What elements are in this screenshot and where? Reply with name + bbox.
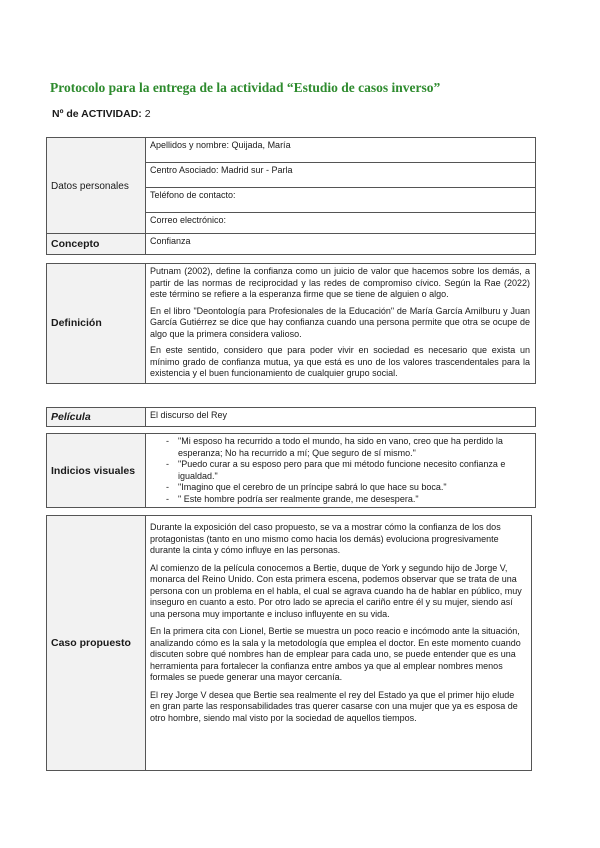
proposed-case-text [146,516,532,771]
activity-number-value: 2 [144,108,151,120]
case-paragraph: En la primera cita con Lionel, Bertie se muestra un poco reacio e incómodo ante la situación, analizando cómo es la sala y la metodología que emplea el doctor. En este momento cuando discuten sobre qué nombres han de emplear para cada uno, se puede entender que es una herramienta para fortalecer la confianza entre ambos ya que al emplear nombres menos formales se puede generar una mayor cercanía. [150,626,521,683]
activity-number [52,108,151,120]
definition-table [46,263,536,384]
definition-paragraph: En el libro "Deontología para Profesionales de la Educación" de María García Amilburu y Juan García Gutiérrez se dice que hay confianza cuando una persona permite que otra se ocupe de algo que la primera considera valioso. [150,305,530,339]
activity-number-label: Nº de ACTIVIDAD: [52,108,142,120]
quote-item: - "Puedo curar a su esposo pero para que mi método funcione necesito confianza e igualdad." [178,459,530,482]
proposed-case-label: Caso propuesto [47,516,146,771]
personal-data-table [46,137,536,235]
document-title: Protocolo para la entrega de la actividad “Estudio de casos inverso” [50,80,441,95]
concept-value: Confianza [146,234,536,255]
phone-field: Teléfono de contacto: [146,188,536,213]
quote-item: - "Mi esposo ha recurrido a todo el mundo, ha sido en vano, creo que ha perdido la esperanza; No ha recurrido a mí; Que seguro de sí mismo." [178,436,530,459]
definition-label: Definición [47,264,146,384]
definition-paragraph: En este sentido, considero que para poder vivir en sociedad es necesario que exista un mínimo grado de confianza mutua, ya que está es uno de los valores trascendentales para la existencia y el buen funcionamiento de cualquier grupo social. [150,345,530,379]
quote-item: - " Este hombre podría ser realmente grande, me desespera." [178,494,530,506]
visual-cues-label: Indicios visuales [47,434,146,508]
proposed-case-table [46,515,532,771]
case-paragraph: Durante la exposición del caso propuesto, se va a mostrar cómo la confianza de los dos protagonistas (tanto en uno mismo como hacia los demás) evoluciona progresivamente durante la cinta y cómo influye en las personas. [150,522,501,556]
definition-paragraph: Putnam (2002), define la confianza como un juicio de valor que hacemos sobre los demás, a partir de las normas de reciprocidad y las redes de compromiso cívico. Según la Rae (2022) este término se refiere a la esperanza firme que se tiene de alguien o algo. [150,266,530,300]
center-field: Centro Asociado: Madrid sur - Parla [146,163,536,188]
case-paragraph: Al comienzo de la película conocemos a Bertie, duque de York y segundo hijo de Jorge V, monarca del Reino Unido. Con esta primera escena, podemos observar que se trata de una persona con un problema en el habla, el cual se agrava cuando ha de hablar en público, muy inseguro en cuanto a esto. Por otro lado se aprecia el cariño entre él y su mujer, siendo así una persona muy importante e incluso influyente en su vida. [150,562,522,619]
visual-cues-list [146,434,536,508]
personal-data-label: Datos personales [47,138,146,235]
name-field: Apellidos y nombre: Quijada, María [146,138,536,163]
film-table [46,407,536,427]
definition-text [146,264,536,384]
visual-cues-table [46,433,536,508]
case-paragraph: El rey Jorge V desea que Bertie sea realmente el rey del Estado ya que el primer hijo elude en gran parte las responsabilidades tras querer casarse con una mujer que ya es esposa de otro hombre, siendo mal visto por la sociedad de aquellos tiempos. [150,689,518,723]
film-label: Película [47,408,146,427]
concept-table [46,233,536,255]
concept-label: Concepto [47,234,146,255]
film-value: El discurso del Rey [146,408,536,427]
email-field: Correo electrónico: [146,213,536,235]
quote-item: - "Imagino que el cerebro de un príncipe sabrá lo que hace su boca." [178,482,530,494]
